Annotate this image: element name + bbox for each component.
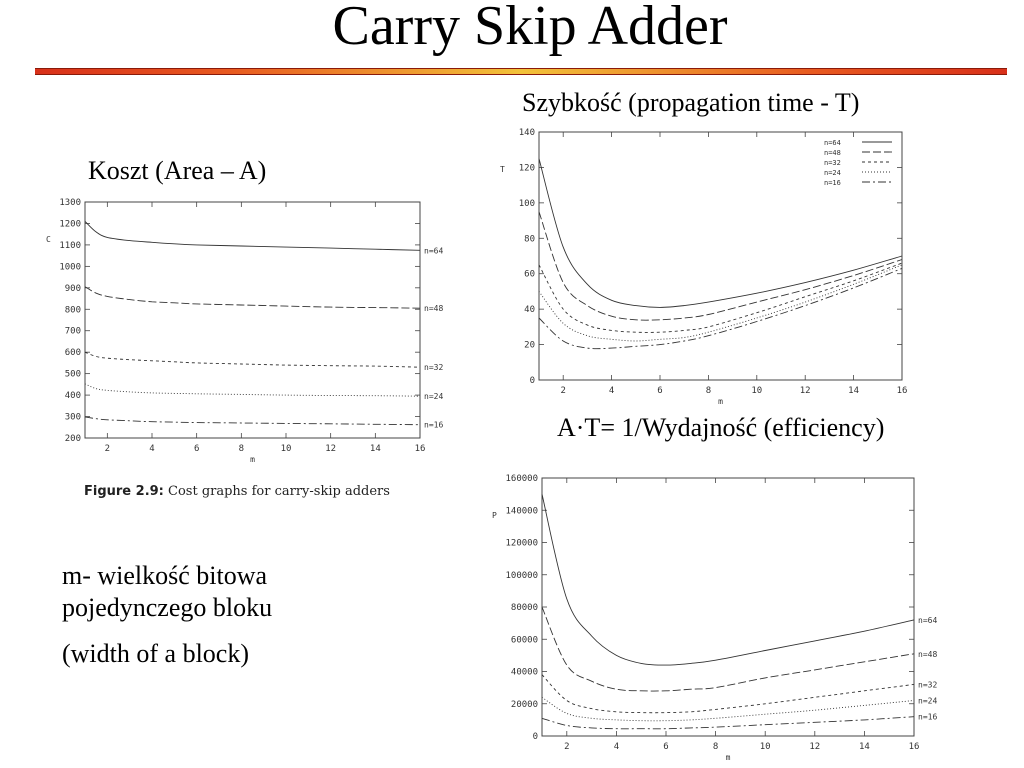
x-tick-label: 12 <box>809 742 821 752</box>
y-tick-label: 1300 <box>59 198 81 208</box>
x-axis-label: m <box>718 397 723 406</box>
series-label: n=16 <box>918 712 938 722</box>
y-tick-label: 60 <box>524 269 535 280</box>
y-tick-label: 60000 <box>510 635 538 646</box>
series-line <box>85 352 420 367</box>
series-label: n=64 <box>918 615 938 625</box>
x-tick-label: 12 <box>799 386 811 396</box>
y-axis-label: C <box>46 235 51 244</box>
figure-caption <box>84 484 390 499</box>
speed-label: Szybkość (propagation time - T) <box>522 88 860 117</box>
series-label: n=24 <box>918 696 938 706</box>
y-tick-label: 400 <box>64 391 81 402</box>
series-line <box>539 268 902 348</box>
series-line <box>542 717 914 729</box>
x-tick-label: 14 <box>848 386 860 396</box>
series-label: n=24 <box>424 392 444 402</box>
y-tick-label: 500 <box>64 369 81 380</box>
cost-chart <box>40 190 460 480</box>
series-label: n=16 <box>424 420 444 430</box>
series-line <box>539 212 902 320</box>
figure-caption-text: Cost graphs for carry-skip adders <box>163 484 390 499</box>
x-tick-label: 6 <box>663 742 669 752</box>
slide-title: Carry Skip Adder <box>332 0 728 57</box>
y-tick-label: 140000 <box>505 506 538 517</box>
x-tick-label: 16 <box>414 444 426 454</box>
series-label: n=32 <box>424 363 444 373</box>
block-description-line1: m- wielkość bitowa <box>62 561 268 590</box>
cost-label: Koszt (Area – A) <box>88 156 267 185</box>
y-tick-label: 40 <box>524 305 535 316</box>
time-chart <box>494 120 914 410</box>
series-label: n=48 <box>424 304 444 314</box>
series-label: n=48 <box>918 649 938 659</box>
y-tick-label: 0 <box>529 376 535 386</box>
y-tick-label: 100000 <box>505 570 538 581</box>
legend-label: n=32 <box>824 159 841 167</box>
series-line <box>85 221 420 250</box>
series-line <box>542 607 914 691</box>
y-tick-label: 120 <box>518 163 535 174</box>
series-line <box>539 159 902 308</box>
x-tick-label: 8 <box>238 444 245 454</box>
series-line <box>539 263 902 332</box>
legend-label: n=64 <box>824 139 841 147</box>
series-line <box>85 417 420 425</box>
y-axis-label: T <box>500 165 505 174</box>
figure-caption-label: Figure 2.9: <box>84 484 164 499</box>
area-time-chart <box>486 462 956 768</box>
x-axis-label: m <box>725 753 731 762</box>
y-tick-label: 700 <box>64 326 81 337</box>
x-axis-label: m <box>250 455 255 464</box>
y-tick-label: 600 <box>64 348 81 359</box>
x-tick-label: 10 <box>751 386 763 396</box>
series-line <box>542 697 914 720</box>
x-tick-label: 8 <box>712 742 719 752</box>
x-tick-label: 2 <box>104 444 111 454</box>
y-tick-label: 80000 <box>510 603 538 613</box>
x-tick-label: 10 <box>280 444 292 454</box>
legend-label: n=16 <box>824 179 841 187</box>
legend-label: n=48 <box>824 149 841 157</box>
title-divider <box>35 68 1007 75</box>
series-line <box>539 265 902 341</box>
x-tick-label: 16 <box>896 386 908 396</box>
y-tick-label: 900 <box>64 283 81 294</box>
y-tick-label: 1100 <box>59 240 81 251</box>
series-label: n=32 <box>918 680 938 690</box>
x-tick-label: 14 <box>858 742 870 752</box>
x-tick-label: 2 <box>560 386 566 396</box>
x-tick-label: 4 <box>149 444 155 454</box>
plot-frame <box>542 478 914 736</box>
y-tick-label: 300 <box>64 412 81 423</box>
block-description-line3: (width of a block) <box>62 639 250 668</box>
series-line <box>85 384 420 396</box>
plot-frame <box>85 202 420 438</box>
y-tick-label: 200 <box>64 434 81 444</box>
block-description-line2: pojedynczego bloku <box>62 593 273 622</box>
x-tick-label: 6 <box>657 386 663 396</box>
area-time-label: A·T= 1/Wydajność (efficiency) <box>557 413 885 442</box>
block-description <box>62 560 272 670</box>
x-tick-label: 8 <box>705 386 712 396</box>
x-tick-label: 12 <box>325 444 337 454</box>
y-tick-label: 120000 <box>505 538 538 549</box>
x-tick-label: 4 <box>613 742 620 752</box>
y-tick-label: 140 <box>518 128 535 138</box>
y-tick-label: 20000 <box>510 699 538 710</box>
x-tick-label: 10 <box>759 742 771 752</box>
series-label: n=64 <box>424 246 444 256</box>
x-tick-label: 14 <box>369 444 381 454</box>
y-tick-label: 160000 <box>505 474 538 484</box>
x-tick-label: 6 <box>193 444 200 454</box>
x-tick-label: 4 <box>608 386 615 396</box>
x-tick-label: 2 <box>564 742 570 752</box>
legend-label: n=24 <box>824 169 841 177</box>
y-tick-label: 1000 <box>59 262 81 273</box>
series-line <box>542 675 914 713</box>
y-tick-label: 100 <box>518 198 535 209</box>
y-axis-label: P <box>492 511 497 520</box>
y-tick-label: 800 <box>64 305 81 316</box>
y-tick-label: 1200 <box>59 219 81 230</box>
y-tick-label: 80 <box>524 234 535 245</box>
series-line <box>542 494 914 665</box>
series-line <box>85 287 420 308</box>
y-tick-label: 20 <box>524 340 535 351</box>
y-tick-label: 40000 <box>510 667 538 678</box>
plot-frame <box>539 132 902 380</box>
x-tick-label: 16 <box>908 742 920 752</box>
y-tick-label: 0 <box>532 732 538 742</box>
